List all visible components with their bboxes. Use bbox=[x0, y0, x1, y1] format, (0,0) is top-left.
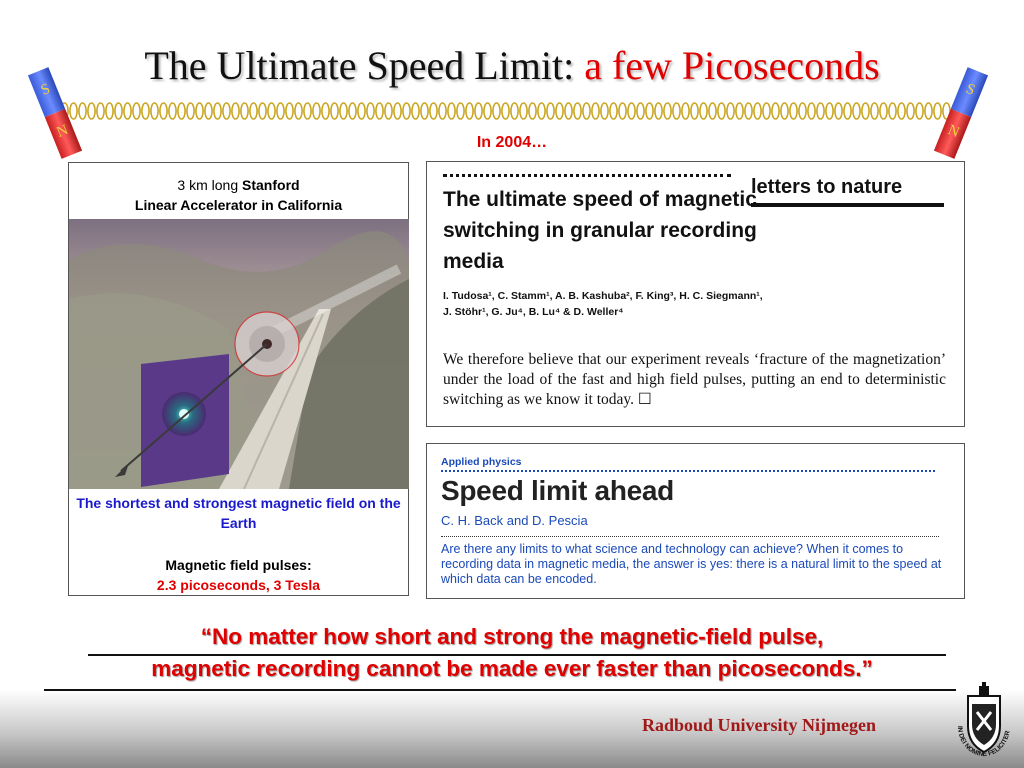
magnet-north-pole: N bbox=[45, 109, 82, 159]
accelerator-photo bbox=[69, 219, 409, 489]
news-headline: Speed limit ahead bbox=[441, 475, 674, 506]
news-rule bbox=[441, 536, 939, 537]
accelerator-caption: The shortest and strongest magnetic field on the Earth bbox=[76, 495, 401, 531]
title-plain: The Ultimate Speed Limit: bbox=[144, 43, 585, 88]
article-authors bbox=[443, 288, 843, 320]
quote-underline bbox=[44, 689, 956, 691]
coil-wire-graphic bbox=[60, 100, 960, 122]
article-quote: We therefore believe that our experiment reveals ‘fracture of the magnetization’ under the load of the fast and high field pulses, putting an end to deterministic switching as we know it today. ☐ bbox=[443, 351, 946, 408]
seal-motto: IN DEI NOMINE FELICITER bbox=[955, 725, 1012, 759]
magnet-south-pole: S bbox=[951, 67, 988, 117]
magnet-north-pole: N bbox=[934, 109, 971, 159]
news-authors: C. H. Back and D. Pescia bbox=[441, 513, 588, 528]
magnet-south-pole: S bbox=[28, 67, 65, 117]
year-subheading: In 2004… bbox=[476, 134, 548, 151]
pulse-label: Magnetic field pulses: bbox=[165, 557, 312, 573]
pulse-spec bbox=[69, 555, 408, 595]
key-quote bbox=[0, 621, 1024, 685]
authors-line: J. Stöhr¹, G. Ju⁴, B. Lu⁴ & D. Weller⁴ bbox=[443, 306, 624, 318]
quote-underline bbox=[88, 654, 946, 656]
news-article-clipping bbox=[426, 443, 965, 599]
header-accelerator: Linear Accelerator in California bbox=[134, 197, 343, 213]
header-prefix: 3 km long bbox=[177, 177, 243, 193]
university-name: Radboud University Nijmegen bbox=[642, 715, 877, 735]
dotted-rule bbox=[441, 470, 935, 472]
news-standfirst: Are there any limits to what science and technology can achieve? When it comes to recording data in magnetic media, the answer is yes: there is a natural limit to the speed at which data can be encoded. bbox=[441, 542, 942, 586]
news-section: Applied physics bbox=[441, 456, 522, 468]
university-seal-logo bbox=[948, 682, 1020, 764]
authors-line: I. Tudosa¹, C. Stamm¹, A. B. Kashuba², F. King³, H. C. Siegmann¹, bbox=[443, 290, 763, 302]
header-stanford: Stanford bbox=[242, 177, 300, 193]
accelerator-panel bbox=[68, 162, 409, 596]
journal-name: letters to nature bbox=[751, 176, 903, 198]
nature-article-clipping bbox=[426, 161, 965, 427]
pulse-value: 2.3 picoseconds, 3 Tesla bbox=[156, 577, 321, 593]
quote-line: “No matter how short and strong the magnetic-field pulse, bbox=[200, 624, 824, 649]
title-accent: a few Picoseconds bbox=[584, 43, 880, 88]
article-title: The ultimate speed of magnetic switching in granular recording media bbox=[443, 188, 757, 273]
slide-title bbox=[0, 42, 1024, 89]
dotted-rule bbox=[443, 174, 731, 177]
accelerator-header bbox=[69, 175, 408, 215]
quote-line: magnetic recording cannot be made ever faster than picoseconds.” bbox=[151, 656, 873, 681]
journal-rule bbox=[751, 203, 944, 207]
